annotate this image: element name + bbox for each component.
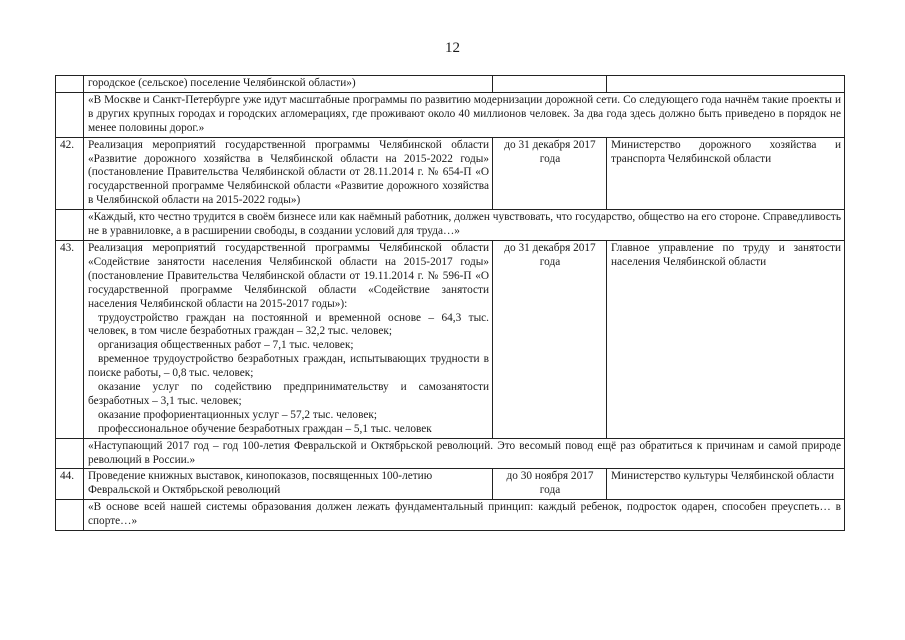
num-cell [56, 92, 84, 137]
list-item: профессиональное обучение безработных граждан – 5,1 тыс. человек [98, 422, 432, 435]
responsible-cell [607, 76, 845, 93]
date-cell [493, 76, 607, 93]
num-cell [56, 438, 84, 469]
deadline: до 31 декабря 2017 года [493, 137, 607, 210]
responsible: Министерство дорожного хозяйства и транспорта Челябинской области [607, 137, 845, 210]
list-item: организация общественных работ – 7,1 тыс. человек; [98, 339, 354, 352]
list-item: оказание услуг по содействию предпринимательству и самозанятости безработных – 3,1 тыс. человек; [88, 381, 489, 407]
table-row [56, 137, 845, 210]
list-item: оказание профориентационных услуг – 57,2 тыс. человек; [98, 408, 377, 421]
quote-row [56, 500, 845, 531]
responsible: Главное управление по труду и занятости населения Челябинской области [607, 240, 845, 438]
plan-table [55, 75, 845, 531]
deadline: до 31 декабря 2017 года [493, 240, 607, 438]
quote-row [56, 92, 845, 137]
table-row [56, 469, 845, 500]
measure-text: Реализация мероприятий государственной программы Челябинской области «Развитие дорожного хозяйства в Челябинской области на 2015-2022 годы» (постановление Правительства Челябинской области от 28.11.2014 г. № 654-П «О государственной программе Челябинской области «Развитие дорожного хозяйства в Челябинской области на 2015-2022 годы») [84, 137, 493, 210]
row-number: 43. [56, 240, 84, 438]
page-number: 12 [445, 40, 460, 56]
num-cell [56, 210, 84, 241]
quote-text: «Каждый, кто честно трудится в своём бизнесе или как наёмный работник, должен чувствовать, что государство, общество на его стороне. Справедливость не в уравниловке, а в расширении свободы, в создании условий для труда…» [84, 210, 845, 241]
num-cell [56, 76, 84, 93]
num-cell [56, 500, 84, 531]
measure-text: Проведение книжных выставок, кинопоказов, посвященных 100-летию Февральской и Октябрьской революций [84, 469, 493, 500]
quote-text: «Наступающий 2017 год – год 100-летия Февральской и Октябрьской революций. Это весомый повод ещё раз обратиться к причинам и самой природе революций в России.» [84, 438, 845, 469]
row-number: 44. [56, 469, 84, 500]
quote-row [56, 210, 845, 241]
measure-text: Реализация мероприятий государственной программы Челябинской области «Содействие занятости населения Челябинской области на 2015-2017 годы» (постановление Правительства Челябинской области от 19.11.2014 г. № 596-П «О государственной программе Челябинской области «Содействие занятости населения Челябинской области на 2015-2017 годы»): [88, 241, 489, 310]
quote-text: «В Москве и Санкт-Петербурге уже идут масштабные программы по развитию модернизации дорожной сети. Со следующего года начнём такие проекты и в других крупных городах и городских агломерациях, где проживают около 40 миллионов человек. За два года здесь должно быть приведено в порядок не менее половины дорог.» [84, 92, 845, 137]
text-cell: городское (сельское) поселение Челябинской области») [84, 76, 493, 93]
table-row-continuation [56, 76, 845, 93]
responsible: Министерство культуры Челябинской области [607, 469, 845, 500]
table-row [56, 240, 845, 438]
measure-cell [84, 240, 493, 438]
row-number: 42. [56, 137, 84, 210]
deadline: до 30 ноября 2017 года [493, 469, 607, 500]
quote-row [56, 438, 845, 469]
list-item: трудоустройство граждан на постоянной и временной основе – 64,3 тыс. человек, в том числе безработных граждан – 32,2 тыс. человек; [88, 311, 489, 338]
quote-text: «В основе всей нашей системы образования должен лежать фундаментальный принцип: каждый ребенок, подросток одарен, способен преуспеть… в спорте…» [84, 500, 845, 531]
list-item: временное трудоустройство безработных граждан, испытывающих трудности в поиске работы, – 0,8 тыс. человек; [88, 353, 489, 380]
